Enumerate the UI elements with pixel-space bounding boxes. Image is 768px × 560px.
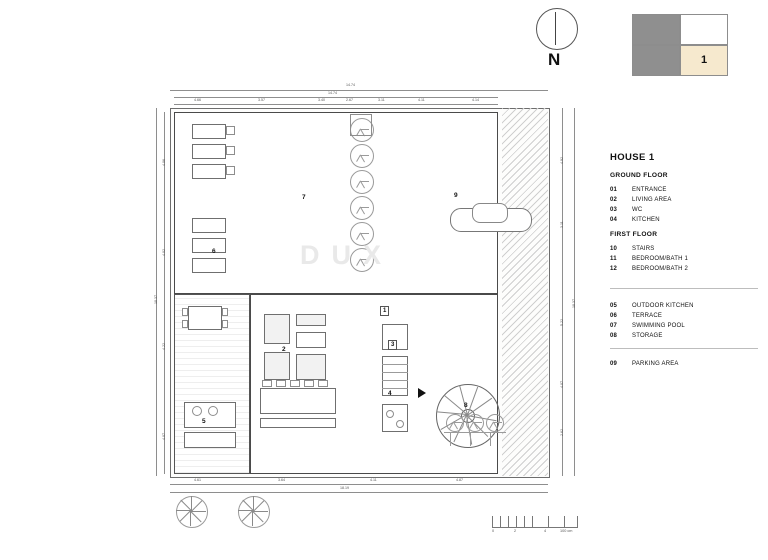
key-plan-thumbnails xyxy=(632,14,728,76)
compass-circle xyxy=(536,8,578,50)
sofa xyxy=(264,314,290,344)
lounger xyxy=(192,124,226,139)
room-number-02: 2 xyxy=(282,346,286,353)
tree-icon xyxy=(466,414,482,430)
legend-item-10-number: 10 xyxy=(610,246,618,252)
legend-item-02-label: LIVING AREA xyxy=(632,197,672,203)
legend-panel xyxy=(600,0,768,560)
dimension-top-chain-4: 3.11 xyxy=(378,98,385,102)
dimension-left-chain-4: 4.07 xyxy=(162,433,166,440)
dimension-bottom-chain-2: 3.64 xyxy=(278,478,285,482)
scale-unit-label: 100 cm xyxy=(560,529,573,533)
legend-item-04-number: 04 xyxy=(610,217,618,223)
room-number-01: 1 xyxy=(380,306,389,316)
legend-item-01-label: ENTRANCE xyxy=(632,187,667,193)
legend-item-11-label: BEDROOM/BATH 1 xyxy=(632,256,689,262)
chair xyxy=(290,380,300,387)
legend-item-07-number: 07 xyxy=(610,323,618,329)
dimension-top-inner-text: 14.74 xyxy=(328,91,337,95)
legend-item-09-number: 09 xyxy=(610,361,618,367)
legend-item-06-number: 06 xyxy=(610,313,618,319)
legend-item-07-label: SWIMMING POOL xyxy=(632,323,685,329)
dimension-left-chain-3: 4.22 xyxy=(162,343,166,350)
dimension-bottom-outer-text: 18.19 xyxy=(340,486,349,490)
chair xyxy=(318,380,328,387)
dimension-top-chain-1: 4.66 xyxy=(194,98,201,102)
coffee-table xyxy=(296,332,326,348)
chair xyxy=(182,308,188,316)
kitchen-hob-icon xyxy=(396,420,404,428)
room-number-09: 9 xyxy=(454,192,458,199)
entrance-direction-arrow-icon xyxy=(418,388,426,398)
dimension-right-outer-text: 18.37 xyxy=(572,299,576,308)
dimension-top-chain-2: 3.57 xyxy=(258,98,265,102)
scale-bar xyxy=(492,516,578,542)
lounger xyxy=(192,144,226,159)
side-table xyxy=(226,166,235,175)
room-number-08: 8 xyxy=(464,402,468,409)
dimension-line-right-outer xyxy=(574,108,575,476)
chair xyxy=(222,308,228,316)
legend-divider-2 xyxy=(610,348,758,349)
room-number-07: 7 xyxy=(302,194,306,201)
compass-north-label: N xyxy=(548,50,561,69)
car-icon xyxy=(450,200,530,238)
parasol-icon xyxy=(350,196,372,218)
legend-item-01-number: 01 xyxy=(610,187,618,193)
lounger xyxy=(192,258,226,273)
tree-icon xyxy=(446,414,462,430)
dimension-line-top-outer xyxy=(170,90,548,91)
sideboard xyxy=(260,418,336,428)
lounger xyxy=(192,164,226,179)
chair xyxy=(304,380,314,387)
tree-icon xyxy=(238,496,268,526)
dimension-line-top-chain xyxy=(174,104,498,105)
lounger xyxy=(192,218,226,233)
site-hatch-east xyxy=(502,108,548,476)
legend-item-12-number: 12 xyxy=(610,266,618,272)
dimension-line-top-inner xyxy=(174,97,498,98)
key-plan-cell-3 xyxy=(632,45,680,76)
dimension-bottom-chain-3: 4.11 xyxy=(370,478,377,482)
chair xyxy=(222,320,228,328)
interior-stairs xyxy=(382,356,408,396)
dimension-left-outer-text: 18.37 xyxy=(154,295,158,304)
watermark: DUX xyxy=(300,240,394,270)
legend-item-09-label: PARKING AREA xyxy=(632,361,679,367)
legend-item-02-number: 02 xyxy=(610,197,618,203)
side-table xyxy=(226,146,235,155)
scale-label-2: 4 xyxy=(544,529,547,533)
legend-item-04-label: KITCHEN xyxy=(632,217,660,223)
dimension-right-chain-2: 3.11 xyxy=(560,221,564,228)
room-number-03: 3 xyxy=(388,340,397,350)
outdoor-table xyxy=(188,306,222,330)
legend-item-12-label: BEDROOM/BATH 2 xyxy=(632,266,689,272)
legend-item-08-label: STORAGE xyxy=(632,333,663,339)
room-number-04: 4 xyxy=(388,390,392,397)
dining-table xyxy=(260,388,336,414)
compass-rose xyxy=(536,8,582,78)
legend-item-03-number: 03 xyxy=(610,207,618,213)
kitchen-units xyxy=(382,404,408,432)
armchair xyxy=(264,352,290,380)
scale-label-0: 0 xyxy=(492,529,495,533)
key-plan-cell-2 xyxy=(680,14,728,45)
compass-needle-icon xyxy=(555,12,556,45)
key-plan-cell-1 xyxy=(632,14,680,45)
room-number-05: 5 xyxy=(202,418,206,425)
key-plan-cell-4-active xyxy=(680,45,728,76)
chair xyxy=(182,320,188,328)
legend-item-11-number: 11 xyxy=(610,256,617,262)
dimension-top-chain2-2: 2.67 xyxy=(346,98,353,102)
outdoor-bench xyxy=(184,432,236,448)
dimension-top-outer-text: 14.74 xyxy=(346,83,355,87)
gate-marker xyxy=(350,114,372,136)
sink-icon xyxy=(192,406,202,416)
legend-item-03-label: WC xyxy=(632,207,643,213)
dimension-top-chain2-4: 4.14 xyxy=(472,98,479,102)
parasol-icon xyxy=(350,144,372,166)
legend-heading-first-floor: FIRST FLOOR xyxy=(610,231,658,238)
dimension-bottom-chain-1: 4.61 xyxy=(194,478,201,482)
dimension-right-chain-1: 4.92 xyxy=(560,157,564,164)
tree-icon xyxy=(176,496,206,526)
chair xyxy=(276,380,286,387)
room-number-06: 6 xyxy=(212,248,216,255)
dimension-right-chain-3: 5.22 xyxy=(560,319,564,326)
scale-bar-ticks xyxy=(492,516,578,528)
lounger xyxy=(192,238,226,253)
legend-heading-ground-floor: GROUND FLOOR xyxy=(610,172,668,179)
legend-item-10-label: STAIRS xyxy=(632,246,655,252)
dimension-left-chain-2: 4.02 xyxy=(162,249,166,256)
legend-item-06-label: TERRACE xyxy=(632,313,663,319)
chair xyxy=(262,380,272,387)
legend-divider-1 xyxy=(610,288,758,289)
side-table xyxy=(226,126,235,135)
legend-item-05-label: OUTDOOR KITCHEN xyxy=(632,303,694,309)
dimension-right-chain-4: 4.07 xyxy=(560,381,564,388)
hob-icon xyxy=(208,406,218,416)
dimension-top-chain-3: 3.40 xyxy=(318,98,325,102)
sofa xyxy=(296,314,326,326)
kitchen-sink-icon xyxy=(386,410,394,418)
dimension-bottom-chain-4: 4.87 xyxy=(456,478,463,482)
parasol-icon xyxy=(350,170,372,192)
dimension-left-chain-1: 4.06 xyxy=(162,159,166,166)
legend-title: HOUSE 1 xyxy=(610,152,655,163)
legend-item-05-number: 05 xyxy=(610,303,618,309)
sofa xyxy=(296,354,326,380)
tree-icon xyxy=(486,414,502,430)
dimension-top-chain2-3: 4.11 xyxy=(418,98,425,102)
key-plan-badge: 1 xyxy=(701,54,708,66)
scale-label-1: 2 xyxy=(514,529,517,533)
plan-drawing xyxy=(150,83,590,498)
legend-item-08-number: 08 xyxy=(610,333,618,339)
dimension-right-chain-5: 2.62 xyxy=(560,429,564,436)
dimension-line-left-outer xyxy=(156,108,157,476)
